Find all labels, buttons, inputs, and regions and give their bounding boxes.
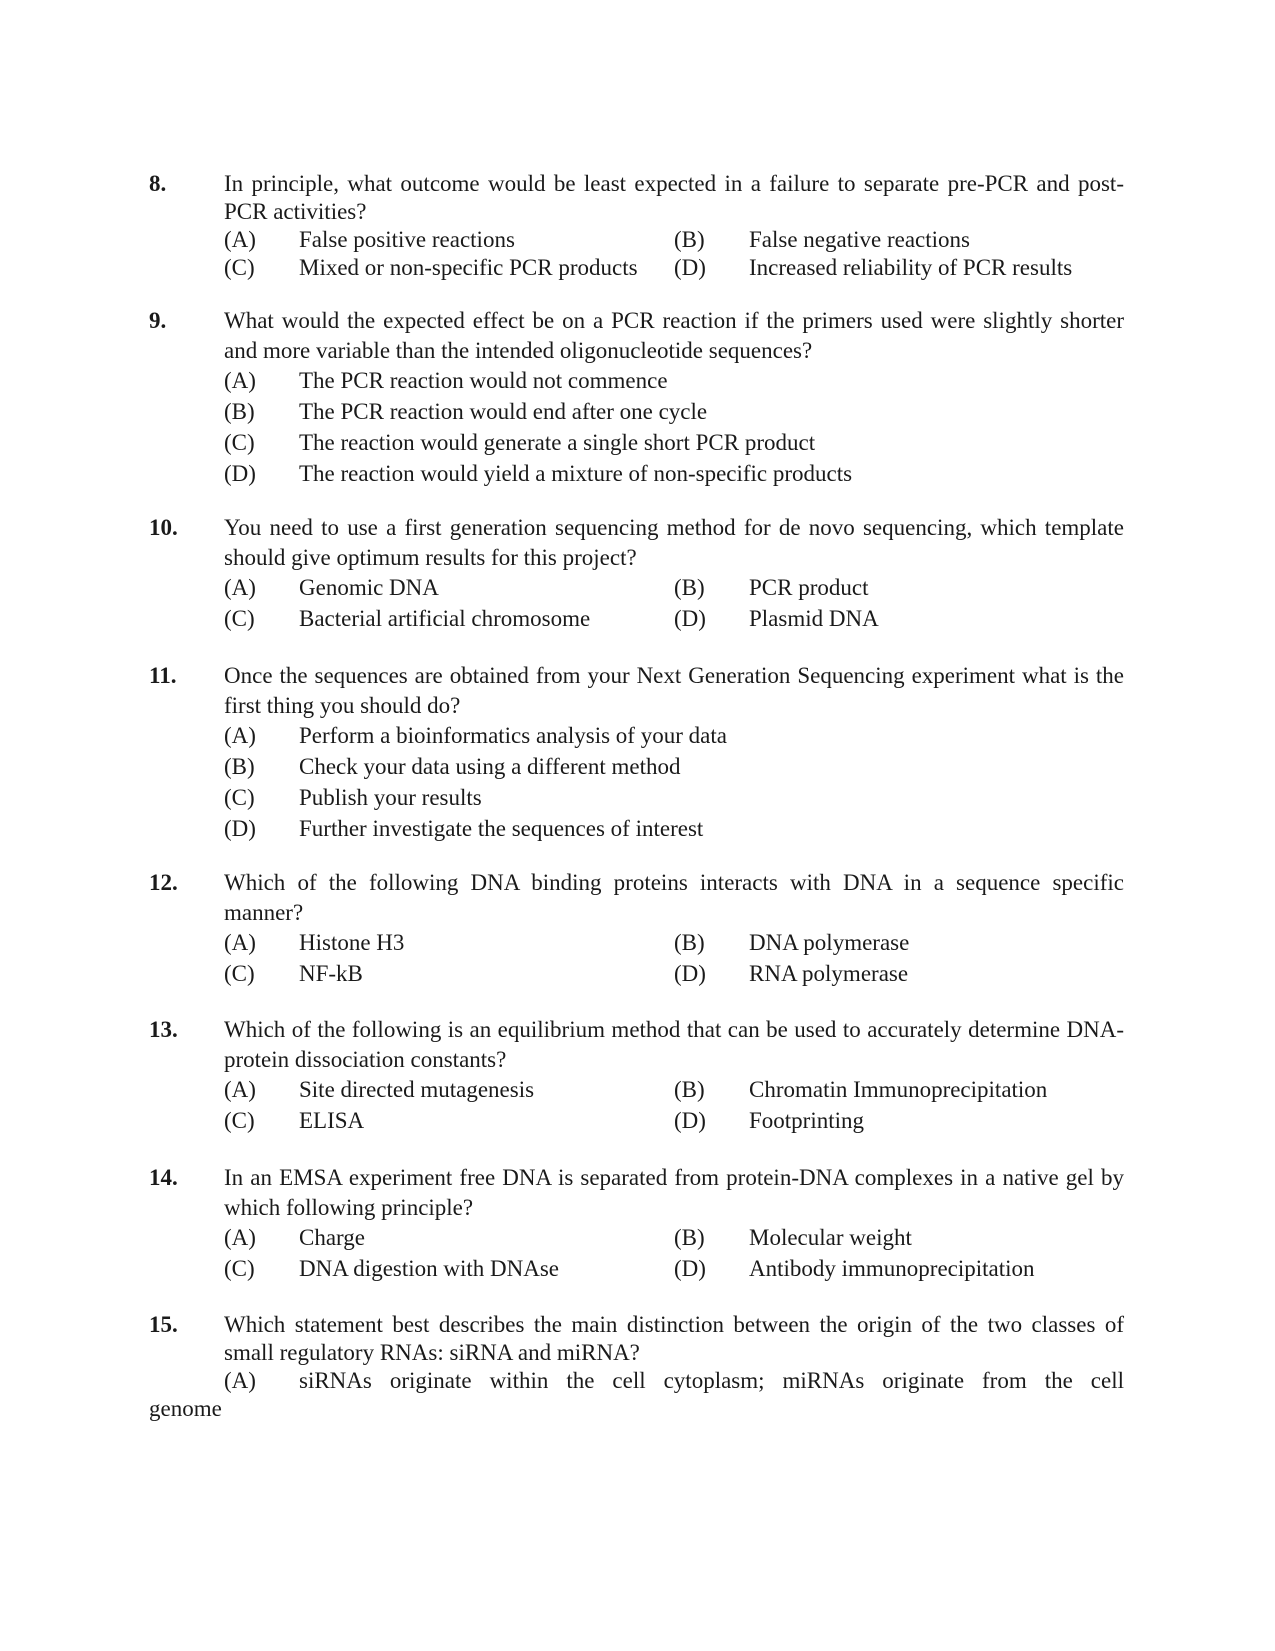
- option-row: [224, 226, 1124, 254]
- option-row: [224, 721, 1124, 752]
- option-row: [224, 459, 1124, 490]
- option-row: [224, 928, 1124, 959]
- option-label: (A): [224, 575, 256, 600]
- question-stem: Which of the following DNA binding proteins interacts with DNA in a sequence specific manner?: [224, 870, 1124, 925]
- option-text: Charge: [299, 1225, 366, 1250]
- question-number: 14.: [149, 1165, 178, 1190]
- option-row: [224, 573, 1124, 604]
- option-text: Footprinting: [749, 1108, 865, 1133]
- option-text: Perform a bioinformatics analysis of your data: [299, 723, 727, 748]
- option-label: (D): [674, 1256, 706, 1281]
- option-label: (B): [224, 399, 255, 424]
- option-label: (A): [224, 368, 256, 393]
- question-stem: You need to use a first generation sequencing method for de novo sequencing, which template should give optimum results for this project?: [224, 515, 1124, 570]
- option-label: (A): [224, 1077, 256, 1102]
- option-text: The reaction would generate a single short PCR product: [299, 430, 816, 455]
- option-text: The PCR reaction would end after one cycle: [299, 399, 708, 424]
- question-11: [149, 661, 1124, 845]
- option-text: Histone H3: [299, 930, 405, 955]
- option-label: (C): [224, 606, 255, 631]
- question-stem: Once the sequences are obtained from your Next Generation Sequencing experiment what is the first thing you should do?: [224, 663, 1124, 718]
- option-text: Molecular weight: [749, 1225, 912, 1250]
- option-label: (C): [224, 1108, 255, 1133]
- option-row: [224, 814, 1124, 845]
- option-label: (A): [224, 1368, 256, 1393]
- option-label: (B): [224, 754, 255, 779]
- question-13: [149, 1015, 1124, 1137]
- option-label: (B): [674, 575, 705, 600]
- option-label: (A): [224, 227, 256, 252]
- question-stem: Which statement best describes the main distinction between the origin of the two classes of small regulatory RNAs: siRNA and miRNA?: [224, 1312, 1124, 1365]
- question-8: [149, 170, 1124, 282]
- option-label: (C): [224, 785, 255, 810]
- option-text: Mixed or non-specific PCR products: [299, 255, 638, 280]
- option-label: (D): [674, 1108, 706, 1133]
- option-text: Check your data using a different method: [299, 754, 681, 779]
- option-row: [224, 366, 1124, 397]
- option-label: (D): [674, 606, 706, 631]
- option-label: (D): [224, 816, 256, 841]
- option-label: (C): [224, 430, 255, 455]
- option-text: Increased reliability of PCR results: [749, 255, 1073, 280]
- option-label: (C): [224, 255, 255, 280]
- option-label: (B): [674, 227, 705, 252]
- option-row: [224, 783, 1124, 814]
- options: [224, 1223, 1124, 1285]
- option-text: Publish your results: [299, 785, 482, 810]
- option-text: ELISA: [299, 1108, 365, 1133]
- option-row: [224, 1223, 1124, 1254]
- option-text-continuation: genome: [149, 1396, 222, 1421]
- options: [224, 366, 1124, 490]
- option-text: DNA digestion with DNAse: [299, 1256, 560, 1281]
- option-text: Genomic DNA: [299, 575, 439, 600]
- option-label: (D): [224, 461, 256, 486]
- option-text: Plasmid DNA: [749, 606, 879, 631]
- option-row: [224, 1106, 1124, 1137]
- option-row: [224, 428, 1124, 459]
- option-row: [224, 1254, 1124, 1285]
- question-9: [149, 306, 1124, 490]
- option-text: siRNAs originate within the cell cytoplasm; miRNAs originate from the cell: [299, 1368, 1124, 1393]
- question-stem: Which of the following is an equilibrium method that can be used to accurately determine DNA-protein dissociation constants?: [224, 1017, 1124, 1072]
- question-number: 11.: [149, 663, 177, 688]
- question-number: 15.: [149, 1312, 178, 1337]
- options: [224, 226, 1124, 282]
- question-number: 8.: [149, 171, 167, 196]
- question-stem: What would the expected effect be on a PCR reaction if the primers used were slightly shorter and more variable than the intended oligonucleotide sequences?: [224, 308, 1124, 363]
- option-label: (A): [224, 1225, 256, 1250]
- option-text: NF-kB: [299, 961, 363, 986]
- option-text: The reaction would yield a mixture of non-specific products: [299, 461, 853, 486]
- question-number: 10.: [149, 515, 178, 540]
- question-10: [149, 513, 1124, 635]
- question-12: [149, 868, 1124, 990]
- options: [149, 1367, 1124, 1423]
- option-label: (C): [224, 1256, 255, 1281]
- option-text: Antibody immunoprecipitation: [749, 1256, 1035, 1281]
- options: [224, 1075, 1124, 1137]
- option-row: [224, 397, 1124, 428]
- question-stem: In principle, what outcome would be least expected in a failure to separate pre-PCR and post-PCR activities?: [224, 171, 1124, 224]
- question-stem: In an EMSA experiment free DNA is separated from protein-DNA complexes in a native gel by which following principle?: [224, 1165, 1124, 1220]
- option-label: (B): [674, 1225, 705, 1250]
- question-14: [149, 1163, 1124, 1285]
- question-number: 9.: [149, 308, 167, 333]
- option-text: False negative reactions: [749, 227, 970, 252]
- option-row: [224, 752, 1124, 783]
- option-text: Bacterial artificial chromosome: [299, 606, 591, 631]
- option-row: [224, 604, 1124, 635]
- option-text: Site directed mutagenesis: [299, 1077, 535, 1102]
- option-text: DNA polymerase: [749, 930, 910, 955]
- option-text: The PCR reaction would not commence: [299, 368, 668, 393]
- question-number: 12.: [149, 870, 178, 895]
- option-label: (D): [674, 255, 706, 280]
- option-label: (C): [224, 961, 255, 986]
- options: [224, 721, 1124, 845]
- option-text: PCR product: [749, 575, 869, 600]
- option-text: RNA polymerase: [749, 961, 909, 986]
- option-label: (D): [674, 961, 706, 986]
- options: [224, 573, 1124, 635]
- option-text: Further investigate the sequences of interest: [299, 816, 704, 841]
- option-label: (A): [224, 723, 256, 748]
- option-row: [224, 254, 1124, 282]
- option-row: [224, 959, 1124, 990]
- options: [224, 928, 1124, 990]
- option-label: (B): [674, 1077, 705, 1102]
- option-text: Chromatin Immunoprecipitation: [749, 1077, 1048, 1102]
- option-label: (B): [674, 930, 705, 955]
- option-text: False positive reactions: [299, 227, 515, 252]
- question-15: [149, 1311, 1124, 1423]
- option-row: [224, 1367, 1124, 1395]
- question-number: 13.: [149, 1017, 178, 1042]
- option-row: [224, 1075, 1124, 1106]
- option-label: (A): [224, 930, 256, 955]
- option-row: [149, 1395, 1124, 1423]
